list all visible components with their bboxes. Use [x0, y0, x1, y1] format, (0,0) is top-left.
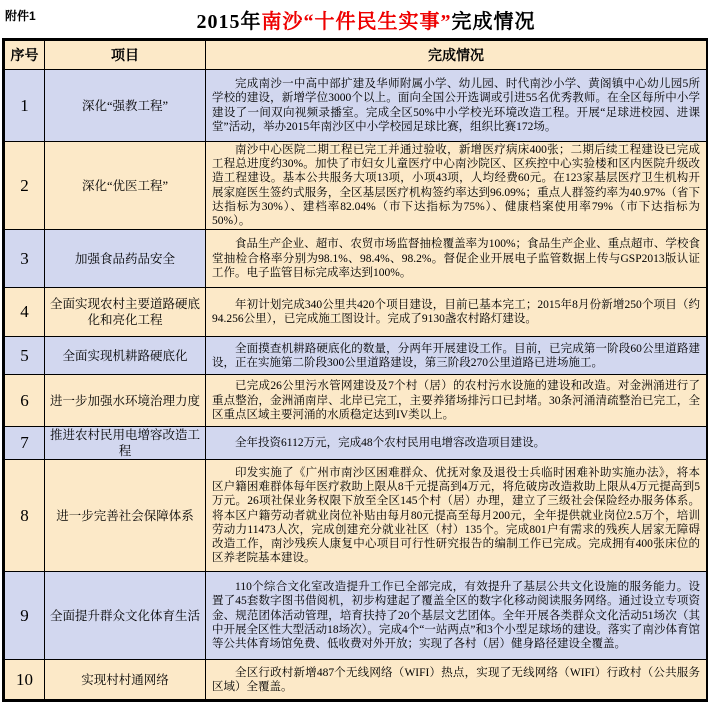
column-header-number: 序号	[4, 40, 45, 70]
status-cell: 全区行政村新增487个无线网络（WIFI）热点，实现了无线网络（WIFI）行政村（公共服务区域）全覆盖。	[206, 660, 708, 701]
row-number-cell: 1	[4, 70, 45, 142]
completion-status-table	[2, 38, 708, 702]
row-number-cell: 3	[4, 230, 45, 288]
project-cell: 加强食品药品安全	[45, 230, 206, 288]
row-number-cell: 2	[4, 142, 45, 230]
table-row	[4, 427, 708, 460]
header-row	[4, 40, 708, 70]
project-cell: 全面提升群众文化体育生活	[45, 572, 206, 660]
table-row	[4, 337, 708, 375]
project-cell: 深化“优医工程”	[45, 142, 206, 230]
project-cell: 进一步完善社会保障体系	[45, 460, 206, 572]
row-number-cell: 9	[4, 572, 45, 660]
row-number-cell: 4	[4, 288, 45, 337]
status-cell: 全年投资6112万元，完成48个农村民用电增容改造项目建设。	[206, 427, 708, 460]
status-cell: 年初计划完成340公里共420个项目建设，目前已基本完工；2015年8月份新增250个项目（约94.256公里），已完成施工图设计。完成了9130盏农村路灯建设。	[206, 288, 708, 337]
column-header-status: 完成情况	[206, 40, 708, 70]
title-bar	[0, 0, 708, 38]
project-cell: 全面实现机耕路硬底化	[45, 337, 206, 375]
title-highlight: 南沙“十件民生实事”	[261, 10, 452, 33]
title-prefix: 2015年	[196, 10, 262, 33]
table-row	[4, 460, 708, 572]
row-number-cell: 8	[4, 460, 45, 572]
table-row	[4, 660, 708, 701]
attachment-label: 附件1	[5, 9, 36, 23]
table-row	[4, 70, 708, 142]
status-cell: 南沙中心医院二期工程已完工并通过验收，新增医疗病床400张；二期后续工程建设已完成工程总进度约30%。加快了市妇女儿童医疗中心南沙院区、区疾控中心实验楼和区内医院升级改造工程建设。基本公共服务大项13项，小项43项，人均经费60元。在123家基层医疗卫生机构开展家庭医生签约式服务，全区基层医疗机构签约率达到96.09%；重点人群签约率为40.97%（省下达指标为30%）、建档率82.04%（市下达指标为75%）、健康档案使用率79%（市下达指标为50%）。	[206, 142, 708, 230]
project-cell: 深化“强教工程”	[45, 70, 206, 142]
table-row	[4, 142, 708, 230]
table-row	[4, 375, 708, 427]
row-number-cell: 10	[4, 660, 45, 701]
title-suffix: 完成情况	[451, 10, 536, 33]
status-cell: 已完成26公里污水管网建设及7个村（居）的农村污水设施的建设和改造。对金洲涌进行了重点整治，金洲涌南岸、北岸已完工，主要养猪场排污口已封堵。30条河涌清疏整治已完工，全区重点区域主要河涌的水质稳定达到IV类以上。	[206, 375, 708, 427]
project-cell: 实现村村通网络	[45, 660, 206, 701]
row-number-cell: 6	[4, 375, 45, 427]
status-cell: 110个综合文化室改造提升工作已全部完成，有效提升了基层公共文化设施的服务能力。设置了45套数字图书借阅机，初步构建起了覆盖全区的数字化移动阅读服务网络。通过设立专项资金、规范团体活动管理，培育扶持了20个基层文艺团体。全年开展各类群众文化活动51场次（其中开展全区性大型活动18场次）。完成4个“一站两点”和3个小型足球场的建设。落实了南沙体育馆等公共体育场馆免费、低收费对外开放；实现了各村（居）健身路径建设全覆盖。	[206, 572, 708, 660]
column-header-project: 项目	[45, 40, 206, 70]
table-row	[4, 288, 708, 337]
status-cell: 印发实施了《广州市南沙区困难群众、优抚对象及退役士兵临时困难补助实施办法》，将本区户籍困难群体每年医疗救助上限从8千元提高到4万元，将危破房改造救助上限从4万元提高到5万元。26项社保业务权限下放至全区145个村（居）办理，建立了三级社会保险经办服务体系。将本区户籍劳动者就业岗位补贴由每月80元提高至每月200元，全年提供就业岗位2.5万个，培训劳动力11473人次，完成创建充分就业社区（村）135个。完成801户有需求的残疾人居家无障碍改造工作，南沙残疾人康复中心项目可行性研究报告的编制工作已完成。完成拥有400张床位的区养老院基本建设。	[206, 460, 708, 572]
project-cell: 全面实现农村主要道路硬底化和亮化工程	[45, 288, 206, 337]
page-title	[197, 5, 536, 34]
row-number-cell: 5	[4, 337, 45, 375]
row-number-cell: 7	[4, 427, 45, 460]
status-cell: 全面摸查机耕路硬底化的数量，分两年开展建设工作。目前，已完成第一阶段60公里道路建设，正在实施第二阶段300公里道路建设，第三阶段270公里道路已进场施工。	[206, 337, 708, 375]
project-cell: 进一步加强水环境治理力度	[45, 375, 206, 427]
status-cell: 完成南沙一中高中部扩建及华师附属小学、幼儿园、时代南沙小学、黄阁镇中心幼儿园5所学校的建设，新增学位3000个以上。面向全国公开选调或引进55名优秀教师。在全区每所中小学建设了一间双向视频录播室。完成全区50%中小学校光环境改造工程。开展“足球进校园、进课堂”活动，举办2015年南沙区中小学校园足球比赛，组织比赛172场。	[206, 70, 708, 142]
table-row	[4, 230, 708, 288]
status-cell: 食品生产企业、超市、农贸市场监督抽检覆盖率为100%；食品生产企业、重点超市、学校食堂抽检合格率分别为98.1%、98.4%、98.2%。督促企业开展电子监管数据上传与GSP2013版认证工作。电子监管目标完成率达到100%。	[206, 230, 708, 288]
project-cell: 推进农村民用电增容改造工程	[45, 427, 206, 460]
table-row	[4, 572, 708, 660]
